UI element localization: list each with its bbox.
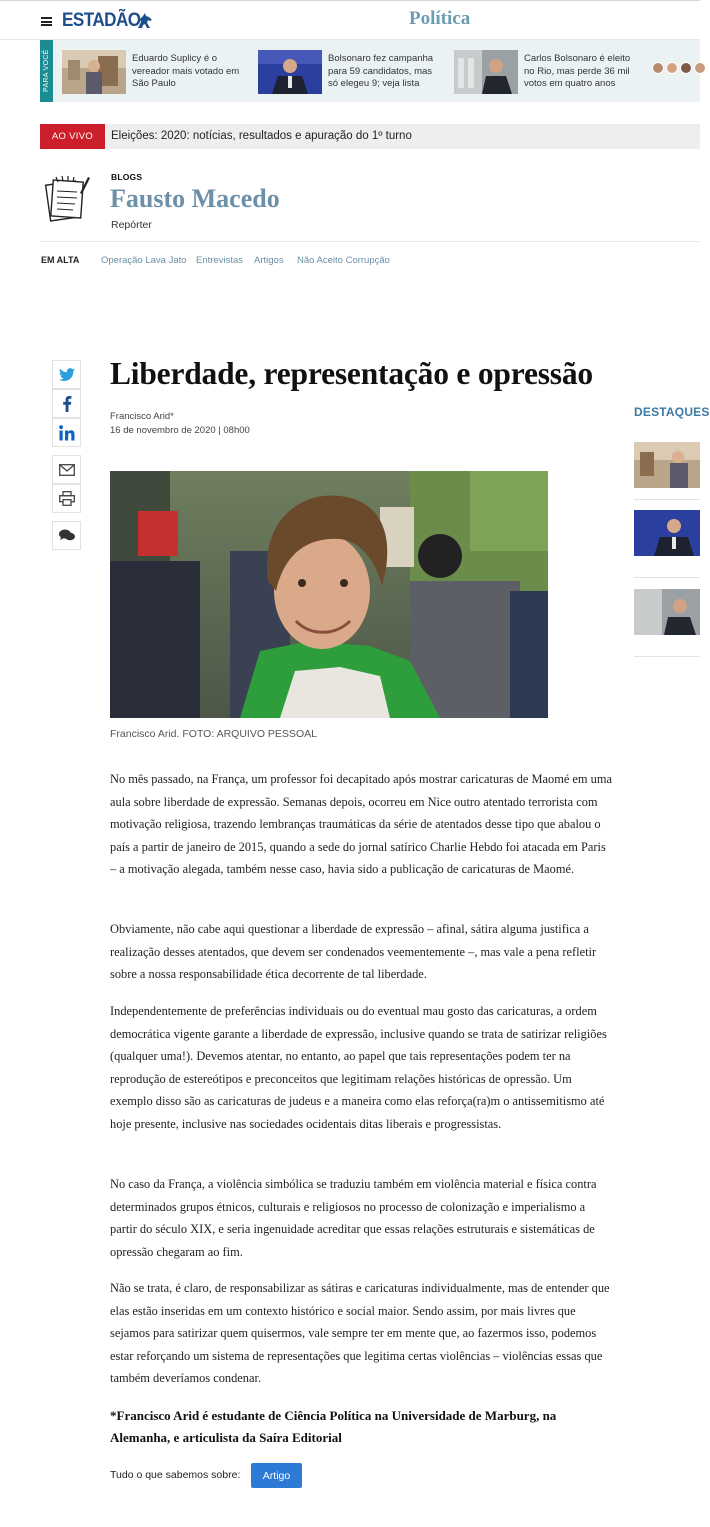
blog-kicker: BLOGS bbox=[111, 172, 143, 182]
rail-thumb-2[interactable] bbox=[634, 510, 700, 556]
menu-icon[interactable] bbox=[41, 17, 52, 26]
divider bbox=[40, 241, 700, 242]
article-author: Francisco Arid* bbox=[110, 411, 174, 422]
rail-thumb-3[interactable] bbox=[634, 589, 700, 635]
trending-link-lava-jato[interactable]: Operação Lava Jato bbox=[101, 255, 187, 266]
share-linkedin-button[interactable] bbox=[52, 418, 81, 447]
para-voce-more-avatars[interactable] bbox=[652, 62, 700, 82]
article-paragraph-5: Não se trata, é claro, de responsabilizar as sátiras e caricaturas individualmente, mas de entender que elas estão inseridas em um contexto histórico e social maior. Sendo assim, por mais livres que sejamos para satirizar quem quisermos, vale sempre ter em mente que, ao fazermos isso, podemos estar reforçando um sistema de representações que legitima certas violências – violências essas que também deveríamos condenar. bbox=[110, 1281, 610, 1386]
comments-button[interactable] bbox=[52, 521, 81, 550]
tag-artigo-button[interactable]: Artigo bbox=[251, 1463, 302, 1488]
live-badge: AO VIVO bbox=[40, 124, 105, 149]
tags-label: Tudo o que sabemos sobre: bbox=[110, 1469, 241, 1481]
horse-logo-icon bbox=[135, 11, 155, 31]
blog-notepad-icon bbox=[42, 173, 90, 223]
para-voce-text-3: Carlos Bolsonaro é eleito no Rio, mas perde 36 mil votos em quatro anos bbox=[524, 53, 631, 89]
comments-icon bbox=[59, 529, 75, 542]
share-twitter-button[interactable] bbox=[52, 360, 81, 389]
trending-link-artigos[interactable]: Artigos bbox=[254, 255, 284, 266]
twitter-icon bbox=[59, 368, 75, 382]
divider bbox=[634, 499, 700, 500]
avatar bbox=[666, 62, 678, 74]
article-paragraph-1: No mês passado, na França, um professor foi decapitado após mostrar caricaturas de Maomé em uma aula sobre liberdade de expressão. Semanas depois, ocorreu em Nice outro atentado terrorista com motivação religiosa, trazendo lembranças traumáticas da série de atentados desse tipo que abalou o país a partir de janeiro de 2015, quando a sede do jornal satírico Charlie Hebdo foi atacada em Paris – a motivação alegada, também nesse caso, havia sido a publicação de caricaturas de Maomé. bbox=[110, 772, 612, 877]
share-email-button[interactable] bbox=[52, 455, 81, 484]
para-voce-text-1: Eduardo Suplicy é o vereador mais votado em São Paulo bbox=[132, 53, 240, 89]
article-headline: Liberdade, representação e opressão bbox=[110, 356, 593, 391]
para-voce-thumb-1 bbox=[62, 50, 126, 94]
para-voce-text-2: Bolsonaro fez campanha para 59 candidatos, mas só elegeu 9; veja lista bbox=[328, 53, 434, 89]
trending-link-nao-aceito-corrupcao[interactable]: Não Aceito Corrupção bbox=[297, 255, 390, 266]
linkedin-icon bbox=[59, 425, 75, 441]
top-header bbox=[0, 0, 700, 40]
share-facebook-button[interactable] bbox=[52, 389, 81, 418]
rail-title: DESTAQUES bbox=[634, 405, 710, 419]
article-paragraph-3: Independentemente de preferências individuais ou do eventual mau gosto das caricaturas, a ordem democrática vigente garante a liberdade de expressão, inclusive quando se trata de satirizar religiões (qualquer uma!). Devemos atentar, no entanto, ao papel que tais representações podem ter na reprodução de estereótipos e preconceitos que legitimam relações históricas de opressão. Um exemplo disso são as caricaturas de judeus e a maneira como elas reforça(ra)m o antissemitismo até hoje presente, inclusive nas sociedades ocidentais ditas liberais e progressistas. bbox=[110, 1004, 607, 1131]
live-bar bbox=[40, 124, 700, 149]
divider bbox=[634, 656, 700, 657]
print-icon bbox=[59, 491, 75, 506]
para-voce-thumb-3 bbox=[454, 50, 518, 94]
facebook-icon bbox=[62, 396, 72, 412]
rail-thumb-1[interactable] bbox=[634, 442, 700, 488]
section-title[interactable]: Política bbox=[409, 8, 471, 29]
site-logo[interactable]: ESTADÃO bbox=[62, 10, 141, 31]
article-date: 16 de novembro de 2020 | 08h00 bbox=[110, 425, 250, 436]
para-voce-tag: PARA VOCÊ bbox=[40, 40, 53, 102]
avatar bbox=[680, 62, 692, 74]
blog-name[interactable]: Fausto Macedo bbox=[110, 184, 280, 213]
live-headline[interactable]: Eleições: 2020: notícias, resultados e apuração do 1º turno bbox=[111, 130, 412, 142]
author-note: *Francisco Arid é estudante de Ciência Política na Universidade de Marburg, na Alemanha, e articulista da Saíra Editorial bbox=[110, 1408, 557, 1445]
article-paragraph-2: Obviamente, não cabe aqui questionar a liberdade de expressão – afinal, sátira alguma justifica a realização desses atentados, que devem ser condenados veementemente –, mas vale a pena refletir sobre a nossa responsabilidade ética decorrente de tal liberdade. bbox=[110, 922, 597, 982]
photo-caption: Francisco Arid. FOTO: ARQUIVO PESSOAL bbox=[110, 728, 317, 740]
avatar bbox=[652, 62, 664, 74]
article-photo[interactable] bbox=[110, 471, 548, 718]
divider bbox=[634, 577, 700, 578]
portrait-photo bbox=[110, 471, 548, 718]
trending-link-entrevistas[interactable]: Entrevistas bbox=[196, 255, 243, 266]
blog-role: Repórter bbox=[111, 219, 152, 231]
article-paragraph-4: No caso da França, a violência simbólica se traduziu também em violência material e física contra determinados grupos étnicos, culturais e religiosos no processo de colonização e imperialismo a partir do século XIX, e seria ingenuidade acreditar que essas relações estruturais e sistemáticas de opressão chegaram ao fim. bbox=[110, 1177, 597, 1259]
email-icon bbox=[59, 464, 75, 476]
avatar bbox=[694, 62, 706, 74]
para-voce-thumb-2 bbox=[258, 50, 322, 94]
para-voce-strip bbox=[40, 40, 700, 102]
trending-label: EM ALTA bbox=[41, 255, 80, 265]
print-button[interactable] bbox=[52, 484, 81, 513]
